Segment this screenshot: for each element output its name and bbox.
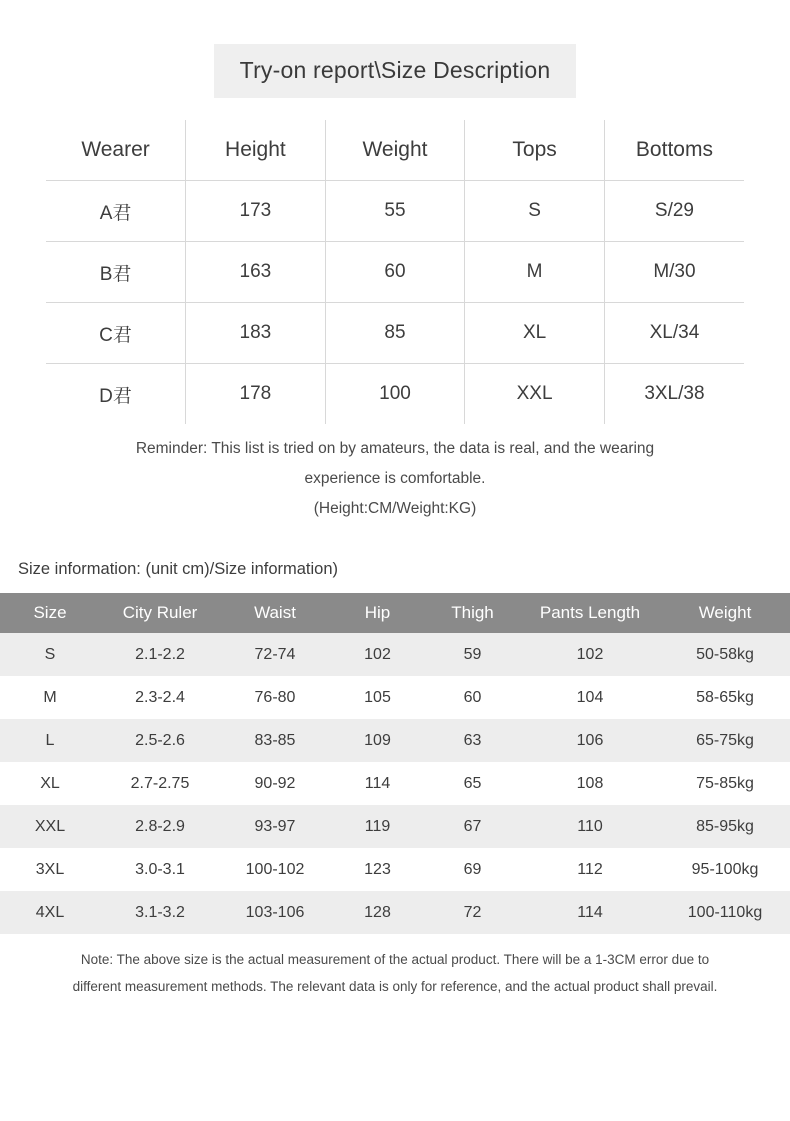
table-row	[46, 181, 744, 242]
table-row	[0, 633, 790, 676]
size-col-header-size: Size	[0, 593, 100, 633]
size-cell-pants-length: 106	[576, 731, 604, 749]
tryon-cell-bottoms: S/29	[604, 181, 744, 242]
note-line-2: different measurement methods. The relevant data is only for reference, and the actual product shall prevail.	[72, 979, 718, 994]
tryon-cell-tops: M	[465, 242, 605, 303]
reminder-line-2: experience is comfortable.	[304, 470, 486, 487]
table-row	[46, 364, 744, 425]
tryon-col-header-bottoms: Bottoms	[604, 120, 744, 181]
size-cell-thigh: 72	[463, 903, 482, 921]
size-cell-weight: 50-58kg	[696, 645, 754, 663]
size-col-header-hip: Hip	[330, 593, 425, 633]
size-table-container	[0, 593, 790, 934]
size-cell-city-ruler: 2.8-2.9	[135, 817, 185, 835]
size-cell-city-ruler: 2.3-2.4	[135, 688, 185, 706]
tryon-cell-bottoms: 3XL/38	[604, 364, 744, 425]
tryon-table-body	[46, 181, 744, 425]
size-cell-pants-length: 104	[576, 688, 604, 706]
size-cell-city-ruler: 2.7-2.75	[130, 774, 190, 792]
table-row	[0, 805, 790, 848]
size-cell-weight: 58-65kg	[696, 688, 754, 706]
table-row	[0, 762, 790, 805]
size-cell-city-ruler: 2.5-2.6	[135, 731, 185, 749]
tryon-cell-weight: 55	[325, 181, 465, 242]
tryon-cell-wearer: B君	[46, 242, 186, 303]
size-cell-pants-length: 114	[577, 903, 603, 921]
size-cell-waist: 100-102	[245, 860, 305, 878]
size-cell-waist: 93-97	[254, 817, 296, 835]
size-cell-weight: 100-110kg	[687, 903, 763, 921]
tryon-table-container	[46, 120, 744, 424]
size-cell-size: M	[43, 688, 57, 706]
measurement-note	[25, 946, 765, 1000]
size-information-table	[0, 593, 790, 934]
size-cell-pants-length: 108	[576, 774, 604, 792]
tryon-cell-tops: S	[465, 181, 605, 242]
size-header-row	[0, 593, 790, 633]
size-cell-thigh: 65	[463, 774, 482, 792]
size-cell-hip: 119	[364, 817, 391, 835]
tryon-cell-height: 178	[186, 364, 326, 425]
size-cell-weight: 95-100kg	[691, 860, 759, 878]
title-section	[0, 44, 790, 98]
tryon-cell-weight: 85	[325, 303, 465, 364]
note-line-1: Note: The above size is the actual measurement of the actual product. There will be a 1-3CM error due to	[80, 952, 710, 967]
tryon-col-header-height: Height	[186, 120, 326, 181]
page-title: Try-on report\Size Description	[214, 44, 577, 98]
size-cell-size: 3XL	[35, 860, 65, 878]
size-cell-hip: 123	[364, 860, 391, 878]
table-row	[0, 848, 790, 891]
size-cell-weight: 75-85kg	[696, 774, 754, 792]
table-row	[46, 303, 744, 364]
size-cell-hip: 128	[364, 903, 391, 921]
tryon-cell-wearer: D君	[46, 364, 186, 425]
size-table-head	[0, 593, 790, 633]
tryon-cell-height: 163	[186, 242, 326, 303]
tryon-cell-height: 173	[186, 181, 326, 242]
tryon-cell-height: 183	[186, 303, 326, 364]
tryon-cell-weight: 100	[325, 364, 465, 425]
table-row	[0, 891, 790, 934]
size-cell-waist: 103-106	[245, 903, 305, 921]
size-cell-hip: 114	[364, 774, 391, 792]
tryon-header-row	[46, 120, 744, 181]
size-col-header-thigh: Thigh	[425, 593, 520, 633]
size-cell-hip: 105	[364, 688, 391, 706]
table-row	[46, 242, 744, 303]
size-cell-size: S	[44, 645, 56, 663]
size-cell-size: L	[45, 731, 55, 749]
tryon-cell-tops: XL	[465, 303, 605, 364]
size-cell-hip: 102	[364, 645, 391, 663]
reminder-line-1: Reminder: This list is tried on by amateurs, the data is real, and the wearing	[135, 440, 655, 457]
size-cell-pants-length: 110	[577, 817, 603, 835]
tryon-col-header-weight: Weight	[325, 120, 465, 181]
size-cell-size: XL	[40, 774, 60, 792]
size-cell-waist: 90-92	[254, 774, 296, 792]
table-row	[0, 719, 790, 762]
size-cell-waist: 83-85	[254, 731, 296, 749]
tryon-cell-bottoms: XL/34	[604, 303, 744, 364]
size-cell-waist: 72-74	[254, 645, 296, 663]
size-table-body	[0, 633, 790, 934]
size-cell-weight: 65-75kg	[696, 731, 754, 749]
tryon-report-table	[46, 120, 744, 424]
size-information-heading: Size information: (unit cm)/Size information)	[18, 560, 339, 578]
size-cell-waist: 76-80	[254, 688, 296, 706]
size-cell-thigh: 67	[463, 817, 482, 835]
size-cell-thigh: 60	[463, 688, 482, 706]
size-col-header-pants-length: Pants Length	[520, 593, 660, 633]
size-cell-pants-length: 102	[576, 645, 604, 663]
size-cell-hip: 109	[364, 731, 391, 749]
reminder-text	[65, 434, 725, 524]
tryon-col-header-wearer: Wearer	[46, 120, 186, 181]
tryon-cell-wearer: A君	[46, 181, 186, 242]
size-col-header-waist: Waist	[220, 593, 330, 633]
size-cell-pants-length: 112	[577, 860, 603, 878]
size-cell-weight: 85-95kg	[696, 817, 754, 835]
tryon-cell-bottoms: M/30	[604, 242, 744, 303]
tryon-table-head	[46, 120, 744, 181]
size-cell-city-ruler: 2.1-2.2	[135, 645, 185, 663]
size-col-header-weight: Weight	[660, 593, 790, 633]
size-cell-thigh: 69	[463, 860, 482, 878]
size-cell-city-ruler: 3.0-3.1	[135, 860, 185, 878]
size-cell-size: XXL	[34, 817, 66, 835]
tryon-col-header-tops: Tops	[465, 120, 605, 181]
tryon-cell-wearer: C君	[46, 303, 186, 364]
size-cell-city-ruler: 3.1-3.2	[135, 903, 185, 921]
size-col-header-city-ruler: City Ruler	[100, 593, 220, 633]
tryon-cell-weight: 60	[325, 242, 465, 303]
size-cell-size: 4XL	[35, 903, 65, 921]
size-chart-page	[0, 44, 790, 1121]
size-cell-thigh: 63	[463, 731, 482, 749]
table-row	[0, 676, 790, 719]
reminder-line-3: (Height:CM/Weight:KG)	[313, 500, 477, 517]
size-cell-thigh: 59	[463, 645, 482, 663]
tryon-cell-tops: XXL	[465, 364, 605, 425]
